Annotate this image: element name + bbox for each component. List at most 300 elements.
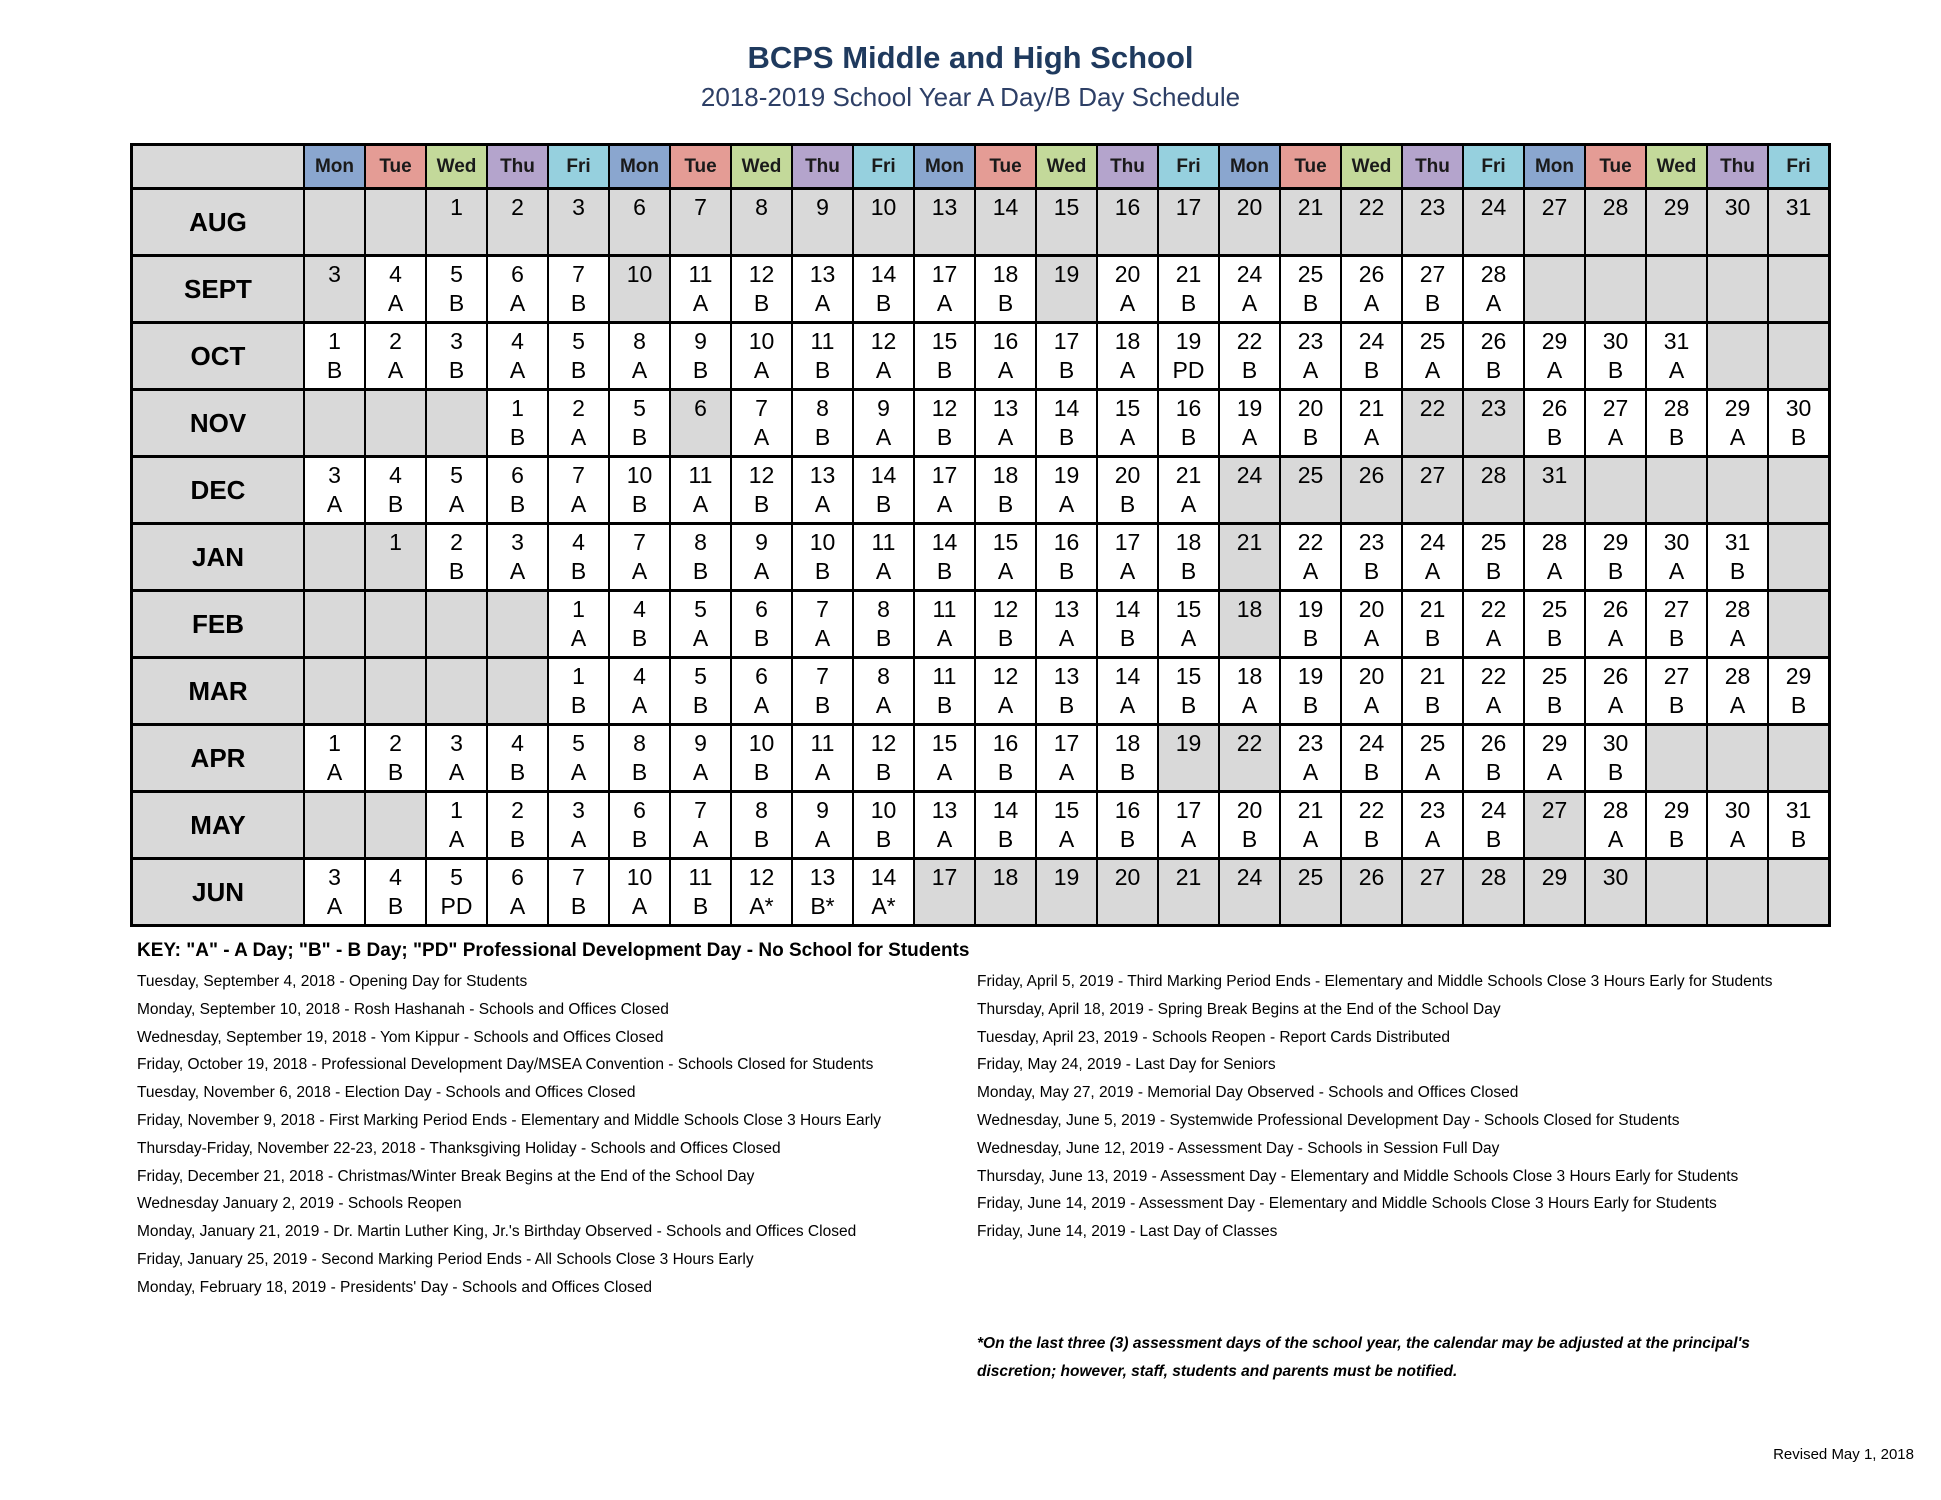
day-type: A [631,357,648,383]
day-type: A [1485,692,1502,718]
day-type: B [1546,424,1563,450]
day-cell [1586,525,1645,589]
page-title: BCPS Middle and High School [747,40,1194,75]
day-number: 1 [450,194,463,220]
day-number: 1 [389,529,402,555]
day-cell [1769,860,1828,924]
day-type: B [509,491,526,517]
day-number: 3 [328,462,341,488]
day-type: A [1607,424,1624,450]
day-number: 14 [992,797,1019,823]
day-cell [1464,525,1523,589]
day-number: 3 [572,797,585,823]
day-cell [915,257,974,321]
day-cell [793,726,852,790]
day-cell [976,324,1035,388]
day-cell [671,190,730,254]
day-cell [1220,190,1279,254]
day-number: 17 [931,864,958,890]
day-number: 18 [1175,529,1202,555]
day-type: A [1241,424,1258,450]
day-type: A [1302,826,1319,852]
day-cell [793,257,852,321]
day-type: A [1729,826,1746,852]
day-type: B [1241,357,1258,383]
day-type: A [692,491,709,517]
day-cell [732,726,791,790]
day-cell [1159,592,1218,656]
day-cell [915,525,974,589]
day-number: 19 [1297,596,1324,622]
day-cell [610,525,669,589]
day-number: 6 [511,261,524,287]
day-number: 15 [931,328,958,354]
day-number: 31 [1541,462,1568,488]
day-cell [1525,525,1584,589]
day-type: B [997,826,1014,852]
day-cell [488,324,547,388]
day-type: B [692,558,709,584]
day-type: A [692,826,709,852]
day-cell [793,860,852,924]
day-number: 8 [755,797,768,823]
day-number: 31 [1785,194,1812,220]
day-number: 29 [1541,328,1568,354]
day-number: 1 [328,730,341,756]
day-cell [1586,726,1645,790]
day-number: 25 [1541,596,1568,622]
day-number: 10 [626,864,653,890]
day-type: A [1058,826,1075,852]
day-type: B [936,424,953,450]
month-label: AUG [133,190,303,254]
day-number: 27 [1602,395,1629,421]
day-cell [1708,324,1767,388]
day-cell [1098,793,1157,857]
day-cell [488,860,547,924]
day-cell [1220,726,1279,790]
day-cell [915,726,974,790]
day-cell [1708,726,1767,790]
day-cell [488,391,547,455]
day-cell [549,458,608,522]
month-label: MAR [133,659,303,723]
day-type: B [1668,625,1685,651]
day-number: 21 [1419,596,1446,622]
day-number: 12 [748,864,775,890]
day-type: A [1180,625,1197,651]
day-number: 5 [450,261,463,287]
notes-left-list [137,968,881,1302]
day-cell [427,525,486,589]
day-type: A [631,692,648,718]
day-cell [1586,391,1645,455]
day-cell [671,592,730,656]
day-type: A [692,290,709,316]
day-cell [1342,726,1401,790]
day-type: B [936,692,953,718]
day-number: 13 [1053,663,1080,689]
day-cell [1342,324,1401,388]
day-number: 12 [870,328,897,354]
day-number: 8 [633,730,646,756]
day-cell [1159,793,1218,857]
day-number: 1 [572,663,585,689]
day-type: B [692,692,709,718]
day-number: 6 [755,663,768,689]
day-number: 13 [1053,596,1080,622]
day-number: 28 [1724,596,1751,622]
day-type: A [509,893,526,919]
day-number: 12 [748,462,775,488]
day-number: 14 [931,529,958,555]
day-type: A [509,558,526,584]
day-type: B [1424,625,1441,651]
day-cell [1769,391,1828,455]
day-number: 3 [328,261,341,287]
day-type: B [1058,692,1075,718]
day-cell [793,324,852,388]
day-type: B [1668,826,1685,852]
month-label: DEC [133,458,303,522]
day-type: B [1790,424,1807,450]
calendar-note: Friday, June 14, 2019 - Last Day of Classes [977,1223,1278,1241]
notes-right-list [977,968,1772,1246]
day-number: 30 [1602,328,1629,354]
day-cell [732,190,791,254]
day-type: B [753,826,770,852]
day-type: A [1180,491,1197,517]
day-type: B [631,826,648,852]
day-type: B [1302,290,1319,316]
day-number: 24 [1480,797,1507,823]
day-cell [1342,592,1401,656]
day-cell [1281,257,1340,321]
calendar-note: Friday, December 21, 2018 - Christmas/Winter Break Begins at the End of the School Day [137,1167,755,1185]
day-cell [610,324,669,388]
day-number: 23 [1297,328,1324,354]
day-number: 23 [1419,194,1446,220]
day-number: 8 [877,663,890,689]
weekday-header: Thu [793,146,852,187]
day-type: B [1302,424,1319,450]
day-cell [1342,391,1401,455]
day-type: B [875,625,892,651]
day-type: B [875,491,892,517]
day-type: A [1729,692,1746,718]
day-number: 26 [1480,328,1507,354]
day-cell [305,793,364,857]
day-type: B [1119,759,1136,785]
day-cell [366,592,425,656]
day-number: 30 [1724,194,1751,220]
day-cell [549,257,608,321]
day-number: 31 [1724,529,1751,555]
day-number: 18 [1236,663,1263,689]
calendar-note: Wednesday, June 5, 2019 - Systemwide Professional Development Day - Schools Closed for Students [977,1111,1680,1129]
day-type: B [387,893,404,919]
day-cell [793,793,852,857]
day-number: 27 [1663,663,1690,689]
calendar-note: Monday, May 27, 2019 - Memorial Day Observed - Schools and Offices Closed [977,1084,1519,1102]
day-cell [1708,257,1767,321]
day-number: 19 [1297,663,1324,689]
day-type: A [1546,357,1563,383]
day-cell [305,860,364,924]
day-cell [1464,860,1523,924]
day-cell [671,458,730,522]
day-type: A [814,759,831,785]
day-cell [366,458,425,522]
day-number: 24 [1419,529,1446,555]
day-cell [305,525,364,589]
day-type: A [570,424,587,450]
day-cell [1159,458,1218,522]
day-cell [427,659,486,723]
day-type: A [1180,826,1197,852]
day-cell [1708,793,1767,857]
day-cell [1037,592,1096,656]
day-cell [915,659,974,723]
day-type: B [875,826,892,852]
day-number: 3 [511,529,524,555]
weekday-header: Thu [1098,146,1157,187]
day-cell [1159,190,1218,254]
day-type: A [1241,290,1258,316]
day-cell [854,726,913,790]
day-cell [1647,860,1706,924]
day-number: 27 [1541,194,1568,220]
day-number: 10 [748,730,775,756]
day-cell [1464,659,1523,723]
weekday-header: Thu [1403,146,1462,187]
day-cell [732,257,791,321]
day-type: A [814,826,831,852]
day-type: B [570,692,587,718]
day-cell [427,726,486,790]
day-number: 26 [1602,596,1629,622]
day-cell [1037,458,1096,522]
day-cell [1098,860,1157,924]
day-cell [610,592,669,656]
day-cell [1708,525,1767,589]
day-type: A [1363,625,1380,651]
day-number: 23 [1358,529,1385,555]
day-number: 12 [992,596,1019,622]
day-number: 5 [572,328,585,354]
day-number: 9 [816,194,829,220]
day-cell [1769,592,1828,656]
day-number: 7 [633,529,646,555]
day-cell [732,592,791,656]
day-number: 5 [450,864,463,890]
day-number: 17 [931,261,958,287]
day-number: 22 [1297,529,1324,555]
day-number: 11 [932,663,957,689]
day-cell [1342,190,1401,254]
day-number: 7 [755,395,768,421]
day-cell [671,391,730,455]
day-number: 30 [1602,864,1629,890]
day-number: 31 [1785,797,1812,823]
day-number: 19 [1053,462,1080,488]
day-cell [915,793,974,857]
weekday-header: Wed [1342,146,1401,187]
day-cell [732,391,791,455]
day-type: B [1607,357,1624,383]
day-type: B [631,424,648,450]
day-type: B [1058,357,1075,383]
day-cell [1586,257,1645,321]
day-cell [366,860,425,924]
day-type: B [570,558,587,584]
day-cell [1708,458,1767,522]
day-cell [1464,391,1523,455]
day-type: A [1119,290,1136,316]
day-type: A [753,558,770,584]
day-number: 10 [870,194,897,220]
day-type: B [1485,357,1502,383]
day-cell [1159,659,1218,723]
day-number: 15 [1114,395,1141,421]
day-cell [549,190,608,254]
day-cell [366,257,425,321]
day-number: 29 [1785,663,1812,689]
day-type: B [1241,826,1258,852]
day-number: 18 [992,462,1019,488]
day-type: B [509,424,526,450]
day-number: 18 [992,864,1019,890]
day-cell [671,726,730,790]
day-cell [915,391,974,455]
day-number: 26 [1358,261,1385,287]
day-cell [1647,190,1706,254]
day-type: B [1485,558,1502,584]
day-number: 6 [511,864,524,890]
day-number: 26 [1541,395,1568,421]
day-cell [1098,659,1157,723]
day-cell [427,793,486,857]
day-type: B [936,558,953,584]
day-number: 29 [1602,529,1629,555]
day-number: 7 [694,797,707,823]
day-number: 20 [1114,261,1141,287]
day-type: A [1546,759,1563,785]
day-number: 1 [511,395,524,421]
day-cell [1403,525,1462,589]
day-type: A [875,558,892,584]
day-cell [366,793,425,857]
day-cell [366,726,425,790]
day-type: A [1363,424,1380,450]
day-number: 27 [1419,864,1446,890]
day-type: A [753,692,770,718]
day-number: 22 [1419,395,1446,421]
day-number: 24 [1236,864,1263,890]
day-number: 19 [1175,730,1202,756]
day-type: A [997,357,1014,383]
day-cell [1769,458,1828,522]
day-number: 5 [450,462,463,488]
weekday-header: Fri [854,146,913,187]
day-cell [915,324,974,388]
day-number: 21 [1236,529,1263,555]
day-number: 15 [1175,663,1202,689]
calendar-note: Monday, January 21, 2019 - Dr. Martin Luther King, Jr.'s Birthday Observed - Schools and Offices Closed [137,1223,857,1241]
day-number: 29 [1724,395,1751,421]
day-type: B [997,759,1014,785]
day-number: 24 [1236,261,1263,287]
day-cell [488,458,547,522]
day-type: A [448,759,465,785]
day-number: 19 [1175,328,1202,354]
day-cell [549,391,608,455]
day-number: 2 [511,194,524,220]
day-cell [854,324,913,388]
day-cell [427,458,486,522]
day-cell [1464,257,1523,321]
day-cell [1342,257,1401,321]
day-number: 30 [1663,529,1690,555]
day-type: B [1058,558,1075,584]
day-cell [1403,793,1462,857]
day-number: 4 [572,529,585,555]
day-cell [732,659,791,723]
day-number: 18 [992,261,1019,287]
day-type: A [1729,625,1746,651]
day-cell [671,659,730,723]
day-type: B [1607,558,1624,584]
day-cell [1342,458,1401,522]
day-cell [1586,793,1645,857]
day-type: B [448,357,465,383]
day-type: B [1363,558,1380,584]
day-type: A [814,290,831,316]
key-title: KEY: "A" - A Day; "B" - B Day; "PD" Professional Development Day - No School for Students [137,940,970,961]
weekday-header: Tue [976,146,1035,187]
day-cell [1098,391,1157,455]
day-cell [732,458,791,522]
weekday-header: Tue [1281,146,1340,187]
day-type: A [875,357,892,383]
day-number: 7 [694,194,707,220]
day-number: 20 [1114,864,1141,890]
day-cell [1403,324,1462,388]
day-cell [305,726,364,790]
calendar-note: Thursday, June 13, 2019 - Assessment Day - Elementary and Middle Schools Close 3 Hours Early for Students [977,1167,1739,1185]
day-cell [1708,190,1767,254]
month-label: APR [133,726,303,790]
day-number: 22 [1480,596,1507,622]
day-number: 15 [1053,194,1080,220]
day-type: A [814,491,831,517]
day-type: A [570,625,587,651]
day-type: A [753,424,770,450]
day-cell [854,659,913,723]
day-type: A [1668,357,1685,383]
day-cell [1220,324,1279,388]
day-cell [610,257,669,321]
calendar-note: Thursday, April 18, 2019 - Spring Break Begins at the End of the School Day [977,1000,1501,1018]
calendar-note: Thursday-Friday, November 22-23, 2018 - Thanksgiving Holiday - Schools and Offices Closed [137,1139,781,1157]
day-type: A [631,558,648,584]
day-type: B [1302,625,1319,651]
day-cell [427,324,486,388]
day-cell [1525,257,1584,321]
day-number: 20 [1236,797,1263,823]
day-type: A [936,290,953,316]
day-number: 20 [1358,596,1385,622]
